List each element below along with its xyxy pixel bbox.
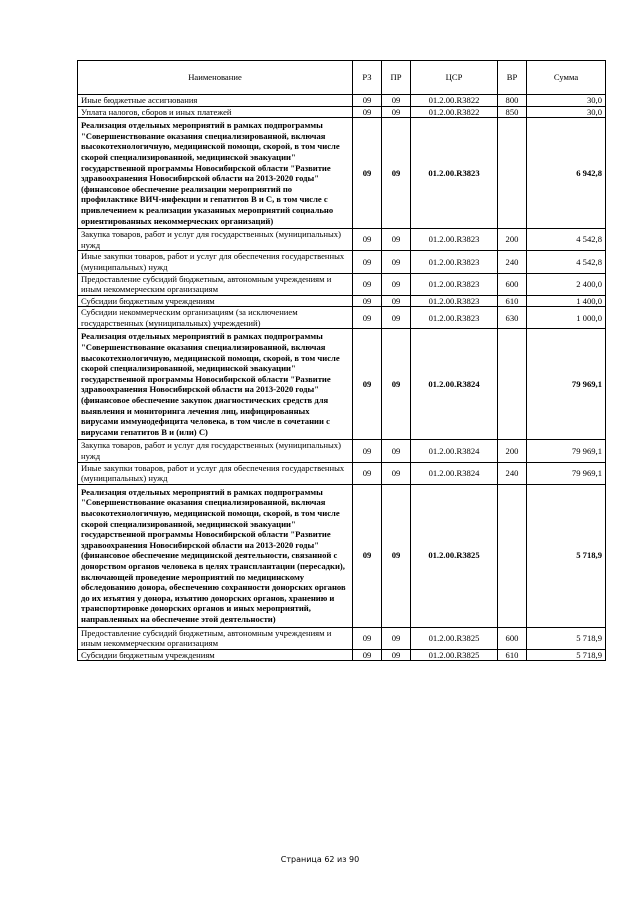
cell-csr: 01.2.00.R3823	[411, 118, 498, 229]
cell-sum: 79 969,1	[527, 329, 606, 440]
cell-sum: 30,0	[527, 95, 606, 107]
cell-name: Уплата налогов, сборов и иных платежей	[78, 106, 353, 118]
table-row	[78, 462, 606, 484]
cell-pr: 09	[382, 106, 411, 118]
cell-rz: 09	[353, 229, 382, 251]
cell-rz: 09	[353, 106, 382, 118]
header-pr: ПР	[382, 61, 411, 95]
cell-vr: 200	[498, 440, 527, 462]
cell-sum: 2 400,0	[527, 273, 606, 295]
cell-sum: 79 969,1	[527, 440, 606, 462]
cell-rz: 09	[353, 649, 382, 661]
cell-name: Реализация отдельных мероприятий в рамках подпрограммы "Совершенствование оказания специализированной, включая высокотехнологичную, медицинской помощи, скорой, в том числе скорой специализированной, медицинской эвакуации" государственной программы Новосибирской области "Развитие здравоохранения Новосибирской области на 2013-2020 годы" (финансовое обеспечение медицинской деятельности, связанной с донорством органов человека в целях трансплантации (пересадки), включающей проведение мероприятий по медицинскому обследованию донора, обеспечению сохранности донорских органов до их изъятия у донора, изъятию донорских органов, хранению и транспортировке донорских органов и иных мероприятий, направленных на обеспечение этой деятельности)	[78, 484, 353, 627]
cell-vr: 600	[498, 273, 527, 295]
cell-csr: 01.2.00.R3822	[411, 95, 498, 107]
table-row	[78, 251, 606, 273]
table-row	[78, 307, 606, 329]
cell-csr: 01.2.00.R3823	[411, 229, 498, 251]
table-body	[78, 95, 606, 661]
cell-pr: 09	[382, 273, 411, 295]
header-csr: ЦСР	[411, 61, 498, 95]
table-header-row	[78, 61, 606, 95]
cell-sum: 5 718,9	[527, 649, 606, 661]
cell-csr: 01.2.00.R3825	[411, 649, 498, 661]
table-row	[78, 295, 606, 307]
cell-csr: 01.2.00.R3825	[411, 484, 498, 627]
cell-rz: 09	[353, 329, 382, 440]
cell-rz: 09	[353, 462, 382, 484]
cell-rz: 09	[353, 627, 382, 649]
cell-pr: 09	[382, 462, 411, 484]
cell-csr: 01.2.00.R3823	[411, 307, 498, 329]
page-number: Страница 62 из 90	[280, 855, 360, 864]
cell-vr	[498, 329, 527, 440]
budget-table	[77, 60, 606, 661]
cell-pr: 09	[382, 627, 411, 649]
cell-rz: 09	[353, 307, 382, 329]
cell-sum: 4 542,8	[527, 251, 606, 273]
cell-vr: 850	[498, 106, 527, 118]
cell-csr: 01.2.00.R3823	[411, 251, 498, 273]
cell-name: Предоставление субсидий бюджетным, автономным учреждениям и иным некоммерческим организациям	[78, 627, 353, 649]
cell-name: Иные бюджетные ассигнования	[78, 95, 353, 107]
cell-csr: 01.2.00.R3824	[411, 329, 498, 440]
cell-pr: 09	[382, 440, 411, 462]
cell-csr: 01.2.00.R3822	[411, 106, 498, 118]
cell-name: Реализация отдельных мероприятий в рамках подпрограммы "Совершенствование оказания специализированной, включая высокотехнологичную, медицинской помощи, скорой, в том числе скорой специализированной, медицинской эвакуации" государственной программы Новосибирской области "Развитие здравоохранения Новосибирской области на 2013-2020 годы" (финансовое обеспечение закупок диагностических средств для выявления и мониторинга лечения лиц, инфицированных вирусами иммунодефицита человека, в том числе в сочетании с вирусами гепатитов В и (или) С)	[78, 329, 353, 440]
table-row	[78, 118, 606, 229]
cell-vr	[498, 484, 527, 627]
cell-name: Предоставление субсидий бюджетным, автономным учреждениям и иным некоммерческим организациям	[78, 273, 353, 295]
cell-pr: 09	[382, 95, 411, 107]
cell-name: Закупка товаров, работ и услуг для государственных (муниципальных) нужд	[78, 440, 353, 462]
table-row	[78, 484, 606, 627]
cell-vr: 800	[498, 95, 527, 107]
table-row	[78, 229, 606, 251]
cell-name: Иные закупки товаров, работ и услуг для обеспечения государственных (муниципальных) нужд	[78, 462, 353, 484]
header-name: Наименование	[78, 61, 353, 95]
cell-name: Реализация отдельных мероприятий в рамках подпрограммы "Совершенствование оказания специализированной, включая высокотехнологичную, медицинской помощи, скорой, в том числе скорой специализированной, медицинской эвакуации" государственной программы Новосибирской области "Развитие здравоохранения Новосибирской области на 2013-2020 годы" (финансовое обеспечение реализации мероприятий по профилактике ВИЧ-инфекции и гепатитов В и С, в том числе с привлечением к реализации указанных мероприятий социально ориентированных некоммерческих организаций)	[78, 118, 353, 229]
cell-vr	[498, 118, 527, 229]
cell-rz: 09	[353, 484, 382, 627]
cell-rz: 09	[353, 440, 382, 462]
cell-pr: 09	[382, 229, 411, 251]
cell-name: Субсидии бюджетным учреждениям	[78, 649, 353, 661]
cell-sum: 1 400,0	[527, 295, 606, 307]
cell-csr: 01.2.00.R3823	[411, 273, 498, 295]
cell-vr: 610	[498, 649, 527, 661]
cell-csr: 01.2.00.R3825	[411, 627, 498, 649]
cell-rz: 09	[353, 251, 382, 273]
cell-csr: 01.2.00.R3823	[411, 295, 498, 307]
cell-rz: 09	[353, 273, 382, 295]
cell-csr: 01.2.00.R3824	[411, 462, 498, 484]
cell-vr: 240	[498, 251, 527, 273]
table-row	[78, 273, 606, 295]
cell-name: Закупка товаров, работ и услуг для государственных (муниципальных) нужд	[78, 229, 353, 251]
table-row	[78, 95, 606, 107]
cell-name: Субсидии некоммерческим организациям (за исключением государственных (муниципальных) учреждений)	[78, 307, 353, 329]
header-vr: ВР	[498, 61, 527, 95]
cell-rz: 09	[353, 118, 382, 229]
cell-pr: 09	[382, 118, 411, 229]
cell-rz: 09	[353, 295, 382, 307]
cell-sum: 1 000,0	[527, 307, 606, 329]
cell-name: Иные закупки товаров, работ и услуг для обеспечения государственных (муниципальных) нужд	[78, 251, 353, 273]
cell-rz: 09	[353, 95, 382, 107]
cell-sum: 5 718,9	[527, 484, 606, 627]
cell-sum: 6 942,8	[527, 118, 606, 229]
cell-pr: 09	[382, 295, 411, 307]
table-row	[78, 627, 606, 649]
cell-pr: 09	[382, 484, 411, 627]
table-row	[78, 329, 606, 440]
cell-pr: 09	[382, 307, 411, 329]
header-sum: Сумма	[527, 61, 606, 95]
cell-sum: 4 542,8	[527, 229, 606, 251]
cell-csr: 01.2.00.R3824	[411, 440, 498, 462]
cell-vr: 240	[498, 462, 527, 484]
table-row	[78, 440, 606, 462]
cell-vr: 610	[498, 295, 527, 307]
table-row	[78, 106, 606, 118]
cell-vr: 630	[498, 307, 527, 329]
cell-sum: 79 969,1	[527, 462, 606, 484]
cell-name: Субсидии бюджетным учреждениям	[78, 295, 353, 307]
header-rz: РЗ	[353, 61, 382, 95]
cell-pr: 09	[382, 251, 411, 273]
cell-vr: 600	[498, 627, 527, 649]
cell-vr: 200	[498, 229, 527, 251]
table-row	[78, 649, 606, 661]
cell-sum: 30,0	[527, 106, 606, 118]
cell-pr: 09	[382, 649, 411, 661]
cell-pr: 09	[382, 329, 411, 440]
cell-sum: 5 718,9	[527, 627, 606, 649]
